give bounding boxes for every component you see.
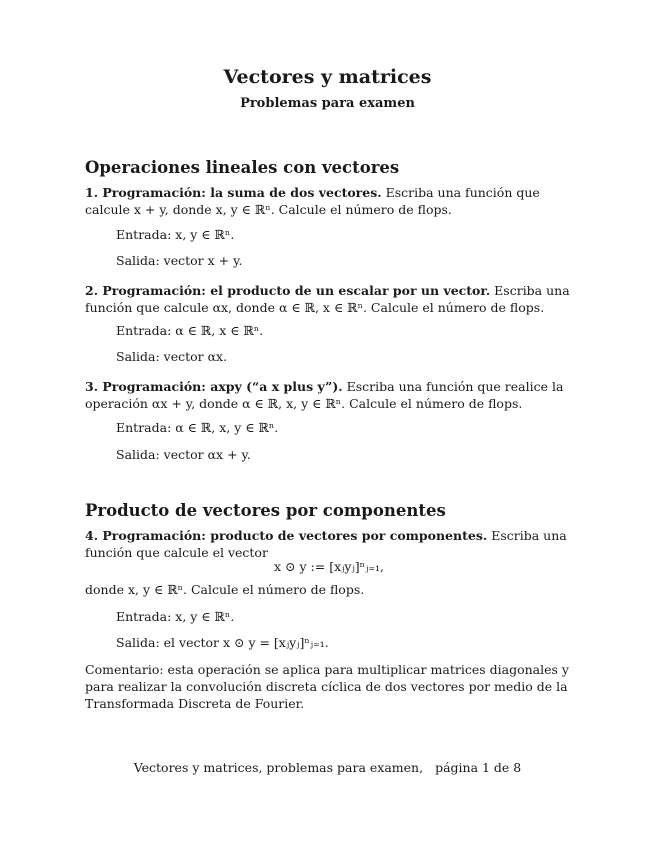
problem-4-body2: donde x, y ∈ ℝⁿ. Calcule el número de flops.: [85, 582, 365, 597]
page-subtitle: Problemas para examen: [240, 96, 415, 111]
problem-1-text: [85, 184, 573, 218]
problem-1-output: Salida: vector x + y.: [116, 253, 243, 268]
problem-4-equation: x ⊙ y := [xⱼyⱼ]ⁿⱼ₌₁,: [274, 559, 384, 574]
problem-3-lead: 3. Programación: axpy (“a x plus y”).: [85, 379, 343, 394]
section-heading: Producto de vectores por componentes: [85, 501, 446, 520]
problem-1-lead: 1. Programación: la suma de dos vectores.: [85, 185, 382, 200]
problem-2-body: Escriba una función que calcule αx, donde α ∈ ℝ, x ∈ ℝⁿ. Calcule el número de flops.: [85, 283, 570, 315]
problem-4-lead: 4. Programación: producto de vectores por componentes.: [85, 528, 488, 543]
problem-2-text: [85, 282, 573, 316]
problem-4-body: Escriba una función que calcule el vector: [85, 528, 567, 560]
problem-4-text: [85, 527, 573, 561]
problem-4-input: Entrada: x, y ∈ ℝⁿ.: [116, 609, 235, 624]
problem-4-output: Salida: el vector x ⊙ y = [xⱼyⱼ]ⁿⱼ₌₁.: [116, 635, 329, 650]
problem-1-input: Entrada: x, y ∈ ℝⁿ.: [116, 227, 235, 242]
problem-3-output: Salida: vector αx + y.: [116, 447, 251, 462]
section-heading: Operaciones lineales con vectores: [85, 158, 400, 177]
problem-3-body: Escriba una función que realice la operación αx + y, donde α ∈ ℝ, x, y ∈ ℝⁿ. Calcule el número de flops.: [85, 379, 564, 411]
page-title: Vectores y matrices: [223, 66, 432, 88]
problem-1-body: Escriba una función que calcule x + y, donde x, y ∈ ℝⁿ. Calcule el número de flops.: [85, 185, 540, 217]
problem-3-text: [85, 378, 573, 412]
problem-3-input: Entrada: α ∈ ℝ, x, y ∈ ℝⁿ.: [116, 420, 279, 435]
problem-2-lead: 2. Programación: el producto de un escalar por un vector.: [85, 283, 491, 298]
problem-2-output: Salida: vector αx.: [116, 349, 228, 364]
page-footer: [0, 760, 655, 775]
problem-2-input: Entrada: α ∈ ℝ, x ∈ ℝⁿ.: [116, 323, 264, 338]
comment-paragraph: Comentario: esta operación se aplica para multiplicar matrices diagonales y para realizar la convolución discreta cíclica de dos vectores por medio de la Transformada Discreta de Fourier.: [85, 662, 569, 711]
page-number: página 1 de 8: [435, 760, 522, 775]
footer-text: Vectores y matrices, problemas para examen,: [133, 760, 424, 775]
